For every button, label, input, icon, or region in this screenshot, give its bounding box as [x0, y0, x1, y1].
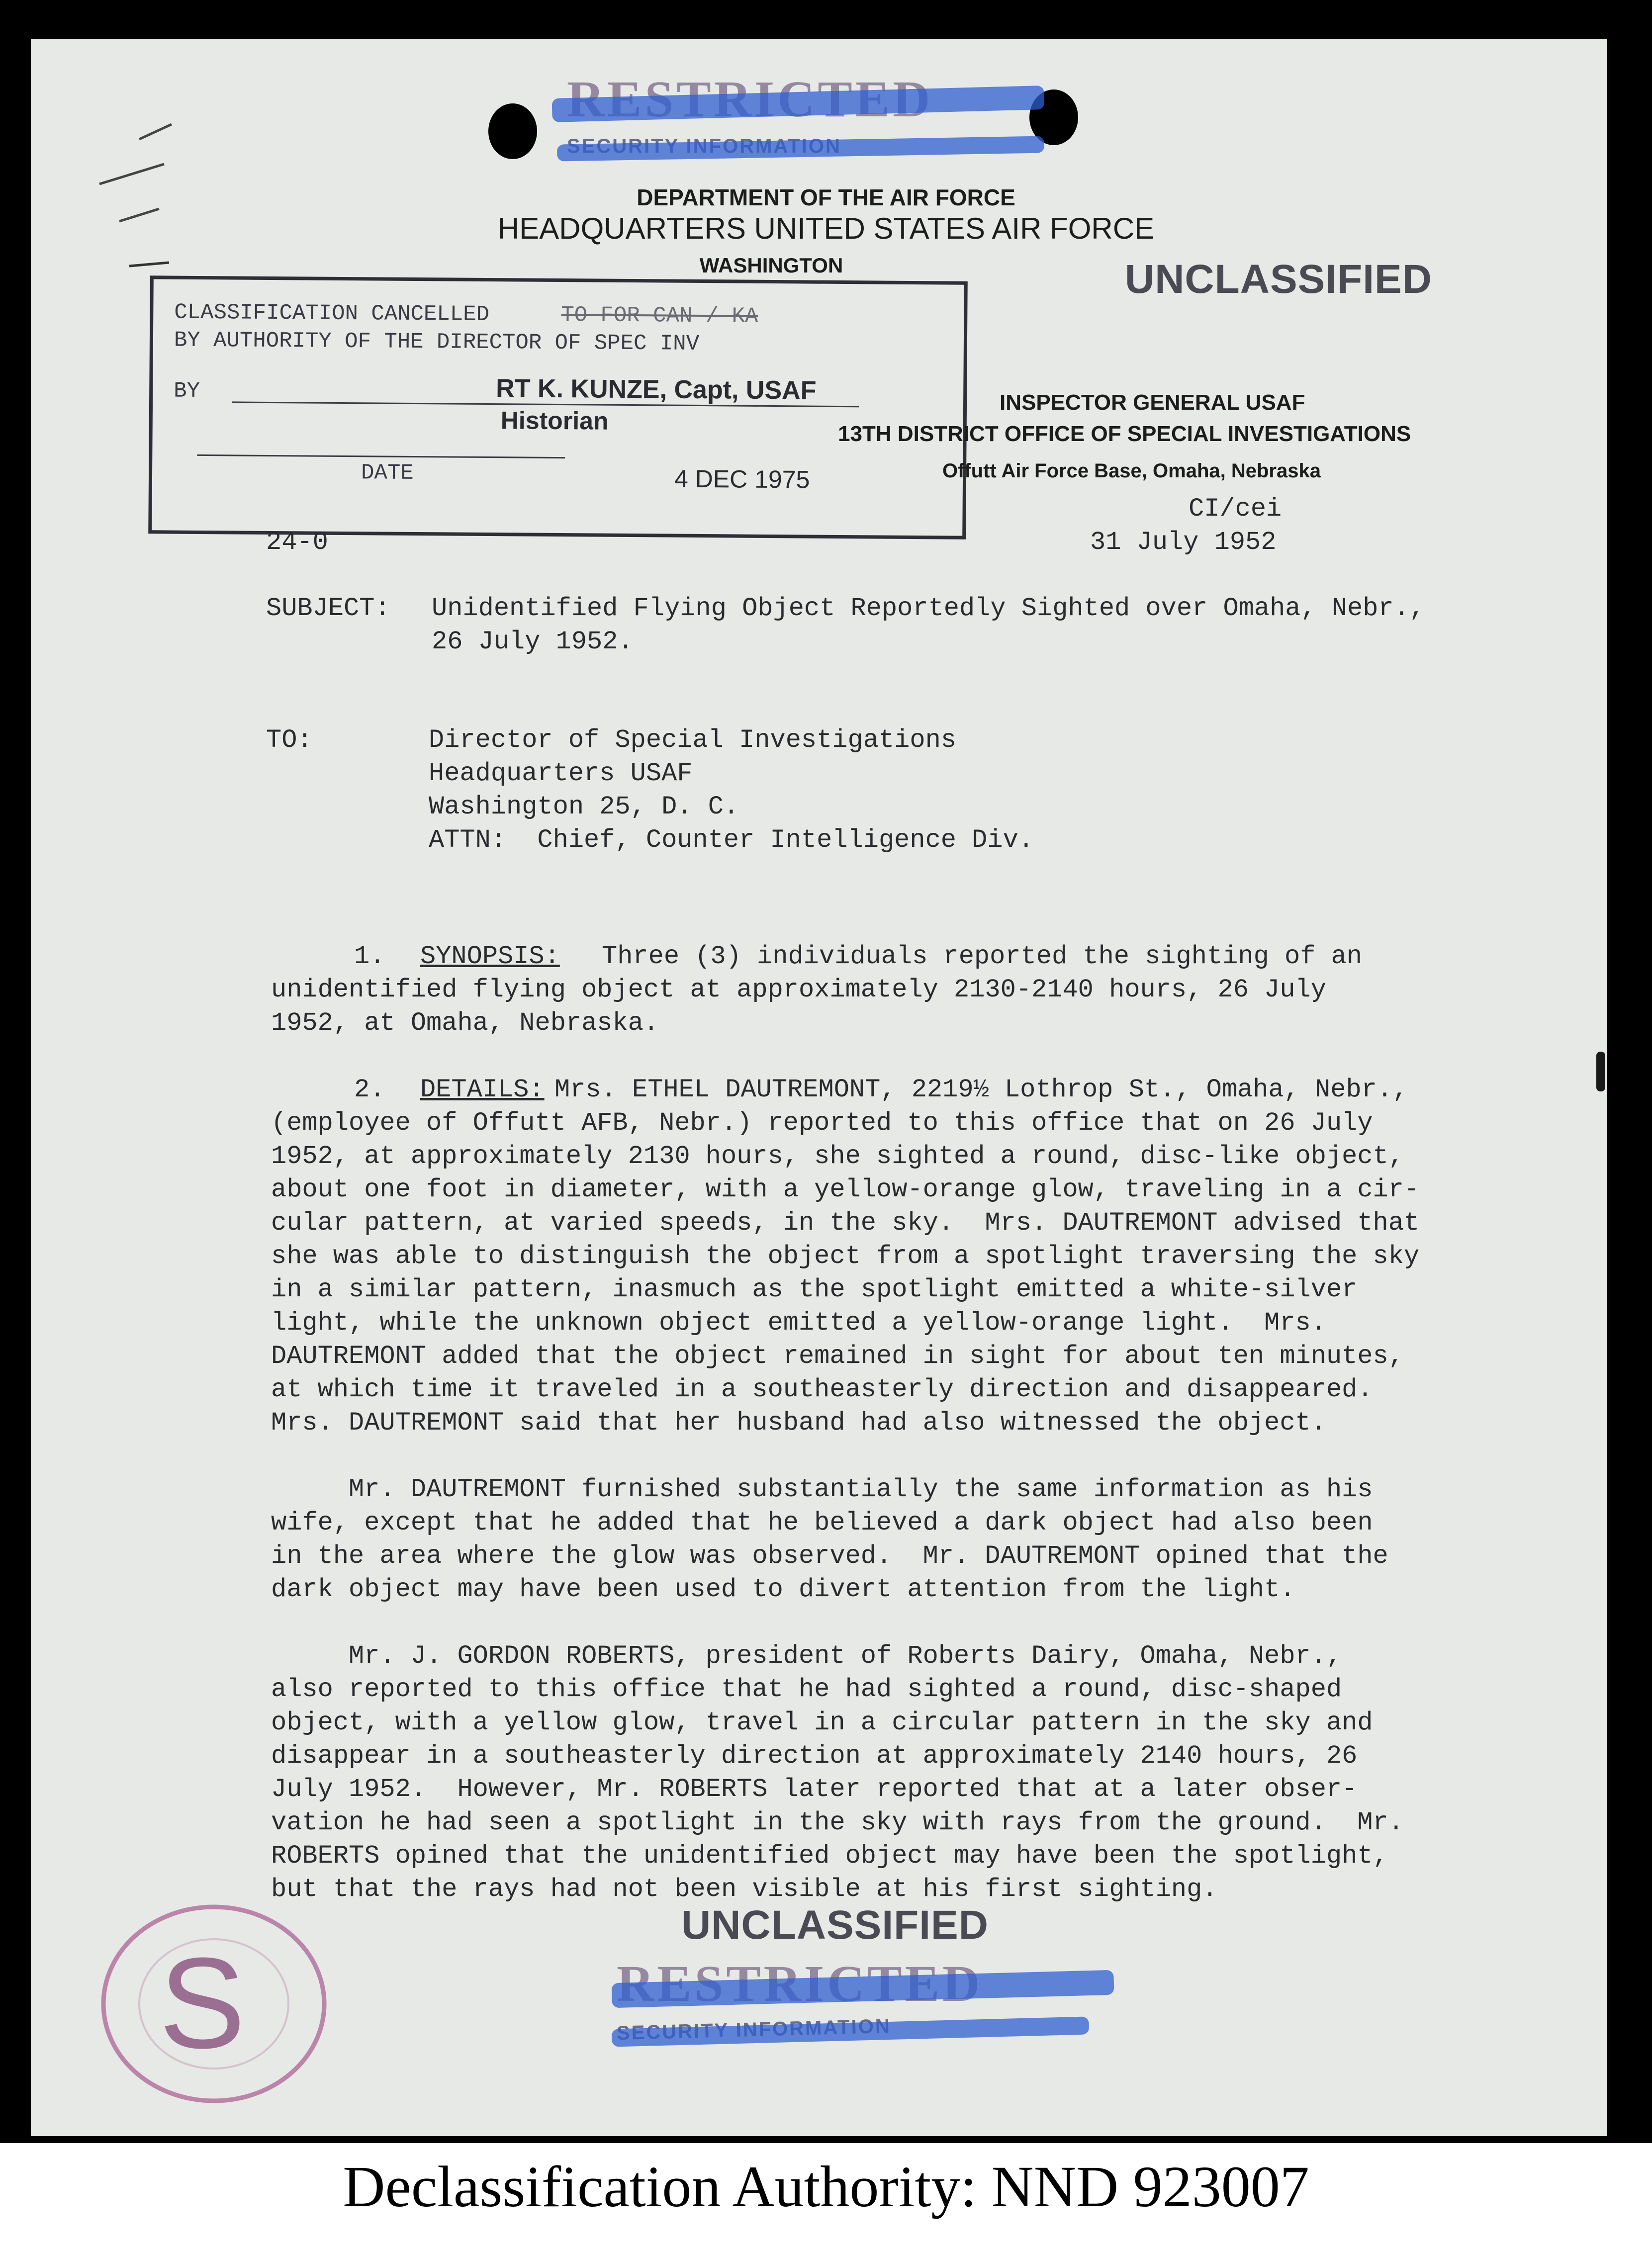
office-line-2: 13TH DISTRICT OFFICE OF SPECIAL INVESTIGATIONS: [838, 422, 1411, 446]
unclassified-stamp-bottom: UNCLASSIFIED: [681, 1902, 989, 1948]
para4-line: disappear in a southeasterly direction at approximately 2140 hours, 26: [271, 1741, 1358, 1771]
para4-line: July 1952. However, Mr. ROBERTS later reported that at a later obser-: [271, 1775, 1358, 1804]
to-line: Headquarters USAF: [429, 759, 693, 788]
para2-line: cular pattern, at varied speeds, in the sky. Mrs. DAUTREMONT advised that: [271, 1208, 1420, 1238]
para2-number: 2.: [354, 1075, 385, 1104]
para1-line: Three (3) individuals reported the sighting of an: [602, 942, 1363, 971]
para3-line: in the area where the glow was observed. Mr. DAUTREMONT opined that the: [271, 1541, 1388, 1571]
para2-line: light, while the unknown object emitted a yellow-orange light. Mrs.: [271, 1308, 1326, 1338]
para2-line: Mrs. ETHEL DAUTREMONT, 2219½ Lothrop St., Omaha, Nebr.,: [554, 1075, 1408, 1104]
para1-heading: SYNOPSIS:: [420, 942, 560, 971]
to-line: Washington 25, D. C.: [429, 792, 739, 821]
para1-number: 1.: [354, 942, 385, 971]
file-number: 24-0: [266, 528, 328, 557]
classification-cancelled-stamp: [148, 275, 968, 539]
declassification-authority: Declassification Authority: NND 923007: [343, 2154, 1309, 2219]
stamp-date-line: [197, 454, 565, 458]
office-ref: CI/cei: [1189, 494, 1282, 524]
para2-line: about one foot in diameter, with a yellow-orange glow, traveling in a cir-: [271, 1175, 1420, 1204]
s-seal-letter: S: [159, 1931, 246, 2075]
para2-line: DAUTREMONT added that the object remained in sight for about ten minutes,: [271, 1342, 1404, 1371]
to-line: Director of Special Investigations: [429, 725, 956, 755]
para2-line: Mrs. DAUTREMONT said that her husband had also witnessed the object.: [271, 1408, 1326, 1438]
para4-line: object, with a yellow glow, travel in a circular pattern in the sky and: [271, 1708, 1373, 1737]
letter-date: 31 July 1952: [1090, 528, 1277, 557]
stamp-date: 4 DEC 1975: [674, 464, 810, 494]
unclassified-stamp-top: UNCLASSIFIED: [1125, 257, 1432, 302]
stamp-by-label: BY: [174, 378, 200, 404]
department-heading: DEPARTMENT OF THE AIR FORCE: [637, 184, 1015, 210]
punch-hole-left: [488, 103, 537, 159]
stamp-line-1: CLASSIFICATION CANCELLED: [174, 300, 490, 328]
para4-line: ROBERTS opined that the unidentified object may have been the spotlight,: [271, 1841, 1388, 1871]
margin-mark: [1596, 1052, 1605, 1091]
stamp-line-1-struck: TO FOR CAN / KA: [561, 303, 758, 329]
para2-line: in a similar pattern, inasmuch as the spotlight emitted a white-silver: [271, 1275, 1358, 1304]
stamp-signer-name: RT K. KUNZE, Capt, USAF: [496, 374, 817, 405]
subject-label: SUBJECT:: [266, 594, 390, 623]
para2-line: 1952, at approximately 2130 hours, she sighted a round, disc-like object,: [271, 1142, 1404, 1171]
para2-line: at which time it traveled in a southeasterly direction and disappeared.: [271, 1375, 1373, 1404]
para2-line: she was able to distinguish the object from a spotlight traversing the sky: [271, 1242, 1420, 1271]
para1-line: 1952, at Omaha, Nebraska.: [271, 1008, 659, 1038]
subject-line-2: 26 July 1952.: [432, 627, 634, 656]
para2-line: (employee of Offutt AFB, Nebr.) reported to this office that on 26 July: [271, 1108, 1373, 1138]
city-heading: WASHINGTON: [699, 254, 843, 277]
stamp-signer-title: Historian: [500, 406, 609, 435]
stamp-line-2: BY AUTHORITY OF THE DIRECTOR OF SPEC INV: [174, 328, 700, 357]
para4-line: vation he had seen a spotlight in the sky with rays from the ground. Mr.: [271, 1808, 1404, 1837]
to-label: TO:: [266, 725, 313, 755]
hq-heading: HEADQUARTERS UNITED STATES AIR FORCE: [497, 212, 1155, 245]
to-line: ATTN: Chief, Counter Intelligence Div.: [429, 825, 1034, 855]
subject-line-1: Unidentified Flying Object Reportedly Sighted over Omaha, Nebr.,: [432, 594, 1425, 623]
stamp-date-label: DATE: [361, 460, 414, 486]
para2-heading: DETAILS:: [420, 1075, 545, 1104]
para3-line: dark object may have been used to divert attention from the light.: [271, 1575, 1295, 1604]
para3-line: wife, except that he added that he believed a dark object had also been: [271, 1508, 1373, 1537]
office-line-3: Offutt Air Force Base, Omaha, Nebraska: [942, 460, 1321, 482]
para4-line: but that the rays had not been visible at his first sighting.: [271, 1875, 1218, 1904]
para1-line: unidentified flying object at approximately 2130-2140 hours, 26 July: [271, 975, 1326, 1004]
office-line-1: INSPECTOR GENERAL USAF: [1000, 390, 1305, 415]
para4-line: also reported to this office that he had sighted a round, disc-shaped: [271, 1675, 1342, 1704]
para4-line: Mr. J. GORDON ROBERTS, president of Roberts Dairy, Omaha, Nebr.,: [271, 1641, 1342, 1671]
para3-line: Mr. DAUTREMONT furnished substantially the same information as his: [271, 1475, 1373, 1504]
